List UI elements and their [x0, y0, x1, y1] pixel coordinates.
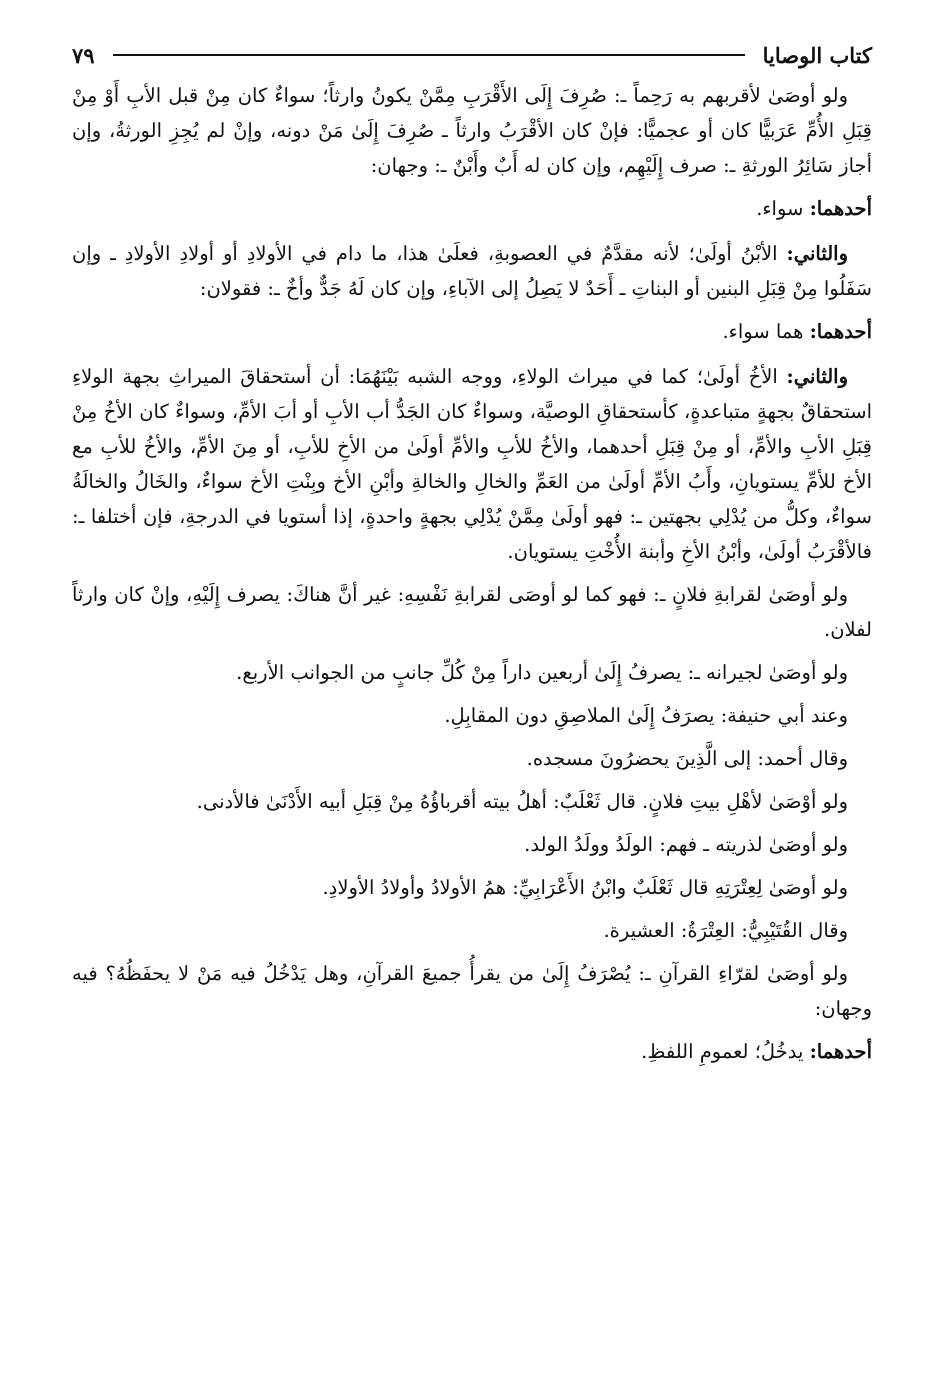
paragraph-lead: أحدهما:	[809, 320, 872, 343]
paragraph-text: الأخُ أولَىٰ؛ كما في ميراث الولاءِ، ووجه الشبه بَيْنَهُمَا: أن أستحقاقَ الميراثِ بجهة الولاءِ استحقاقٌ بجهةٍ متباعدةٍ، كأستحقاقِ الوصيَّة، وسواءٌ كان الجَدُّ أب الأبِ أو أبَ الأمِّ، وسواءٌ كان الأخُ مِنْ قِبَلِ الأبِ والأمِّ، أو مِنْ قِبَلِ أحدهما، والأخُ للأبِ والأمِّ أولَىٰ من الأخِ للأبِ، أو مِنَ الأمِّ، والأخُ للأبِ مع الأخ للأمِّ يستويانِ، وأَبُ الأمِّ أولَىٰ من العَمِّ والخالِ والخالةِ وأبْنِ الأخ وبِنْتِ الأخ سواءٌ، والخَالُ والخالَةُ سواءٌ، وكلُّ من يُدْلِي بجهتين ـ: فهو أولَىٰ مِمَّنْ يُدْلِي بجهةٍ واحدةٍ، إذا أستويا في الدرجةِ، فإن أختلفا ـ: فالأقْرَبُ أولَىٰ، وأبْنُ الأخِ وأبنة الأُخْتِ يستويان.	[72, 365, 872, 563]
paragraph-text: ولو أوصَىٰ لأقربهم به رَحِماً ـ: صُرِفَ إِلَى الأَقْرَبِ مِمَّنْ يكونُ وارثاً؛ سواءٌ كان مِنْ قبل الأبِ أَوْ مِنْ قِبَلِ الأُمِّ عَرَبيًّا كان أو عجميًّا: فإنْ كان الأقْرَبُ وارثاً ـ صُرِفَ إِلَىٰ مَنْ دونه، وإنْ لم يُجِزِ الورثةُ، وإن أجاز سَائِرُ الورثةِ ـ: صرف إِلَيْهِم، وإن كان له أَبٌ وأَبْنٌ ـ: وجهان:	[72, 84, 872, 177]
paragraph-text: سواء.	[756, 197, 804, 220]
paragraph-lead: والثاني:	[786, 242, 848, 265]
paragraph	[72, 870, 872, 905]
paragraph-lead: أحدهما:	[809, 197, 872, 220]
page-number: ٧٩	[72, 42, 95, 68]
paragraph	[72, 913, 872, 948]
paragraph	[72, 78, 872, 183]
paragraph-lead: والثاني:	[786, 365, 848, 388]
paragraph-text: وقال أحمد: إلى الَّذِينَ يحضرُونَ مسجده.	[526, 747, 848, 770]
paragraph	[72, 1034, 872, 1069]
paragraph	[72, 314, 872, 349]
paragraph-text: يدخُلُ؛ لعمومِ اللفظِ.	[641, 1040, 804, 1063]
paragraph-text: ولو أوصَىٰ لجيرانه ـ: يصرفُ إِلَىٰ أربعين داراً مِنْ كُلِّ جانبٍ من الجوانب الأربع.	[236, 661, 848, 684]
paragraph	[72, 827, 872, 862]
paragraph	[72, 784, 872, 819]
paragraph-lead: أحدهما:	[809, 1040, 872, 1063]
paragraph	[72, 698, 872, 733]
header-rule	[113, 54, 745, 56]
paragraph-text: ولو أوْصَىٰ لأهْلِ بيتِ فلانٍ. قال ثَعْلَبٌ: أهلُ بيته أقرباؤُهُ مِنْ قِبَلِ أبيه الأَدْنَىٰ فالأدنى.	[196, 790, 848, 813]
paragraph-text: هما سواء.	[722, 320, 804, 343]
paragraph	[72, 956, 872, 1026]
paragraph	[72, 191, 872, 226]
paragraph-text: ولو أوصَىٰ لذريته ـ فهم: الولَدُ وولَدُ الولد.	[524, 833, 848, 856]
paragraph-text: ولو أوصَىٰ لقرّاءِ القرآنِ ـ: يُصْرَفُ إِلَىٰ من يقرأُ جميعَ القرآنِ، وهل يَدْخُلُ فيه مَنْ لا يحفَظُهُ؟ فيه وجهان:	[72, 962, 872, 1020]
book-page	[72, 38, 872, 1358]
paragraph	[72, 655, 872, 690]
paragraph-text: وعند أبي حنيفة: يصرَفُ إِلَىٰ الملاصِقِ دون المقابِلِ.	[444, 704, 848, 727]
paragraph-text: ولو أوصَىٰ لِعِتْرَتِهِ قال ثَعْلَبٌ وابْنُ الأَعْرَابِيِّ: همُ الأولادُ وأولادُ الأولادِ.	[322, 876, 848, 899]
paragraph-text: ولو أوصَىٰ لقرابةِ فلانٍ ـ: فهو كما لو أوصَى لقرابةِ نَفْسِهِ: غير أنَّ هناكَ: يصرف إِلَيْهِ، وإنْ كان وارثاً لفلان.	[72, 583, 872, 641]
running-title: كتاب الوصايا	[762, 42, 872, 68]
paragraph	[72, 741, 872, 776]
paragraph-text: الأبْنُ أولَىٰ؛ لأنه مقدَّمٌ في العصوبةِ، فعلَىٰ هذا، ما دام في الأولادِ أو أولادِ الأولادِ ـ وإن سَفَلُوا مِنْ قِبَلِ البنين أو البناتِ ـ أَحَدٌ لا يَصِلُ إلى الآباءِ، وإن كان لَهُ جَدٌّ وأخٌ ـ: فقولان:	[72, 242, 872, 300]
page-body	[72, 78, 872, 1069]
paragraph	[72, 577, 872, 647]
paragraph	[72, 359, 872, 569]
page-header	[72, 38, 872, 72]
paragraph-text: وقال القُتَيْبِيُّ: العِتْرَةُ: العشيرة.	[603, 919, 848, 942]
paragraph	[72, 236, 872, 306]
